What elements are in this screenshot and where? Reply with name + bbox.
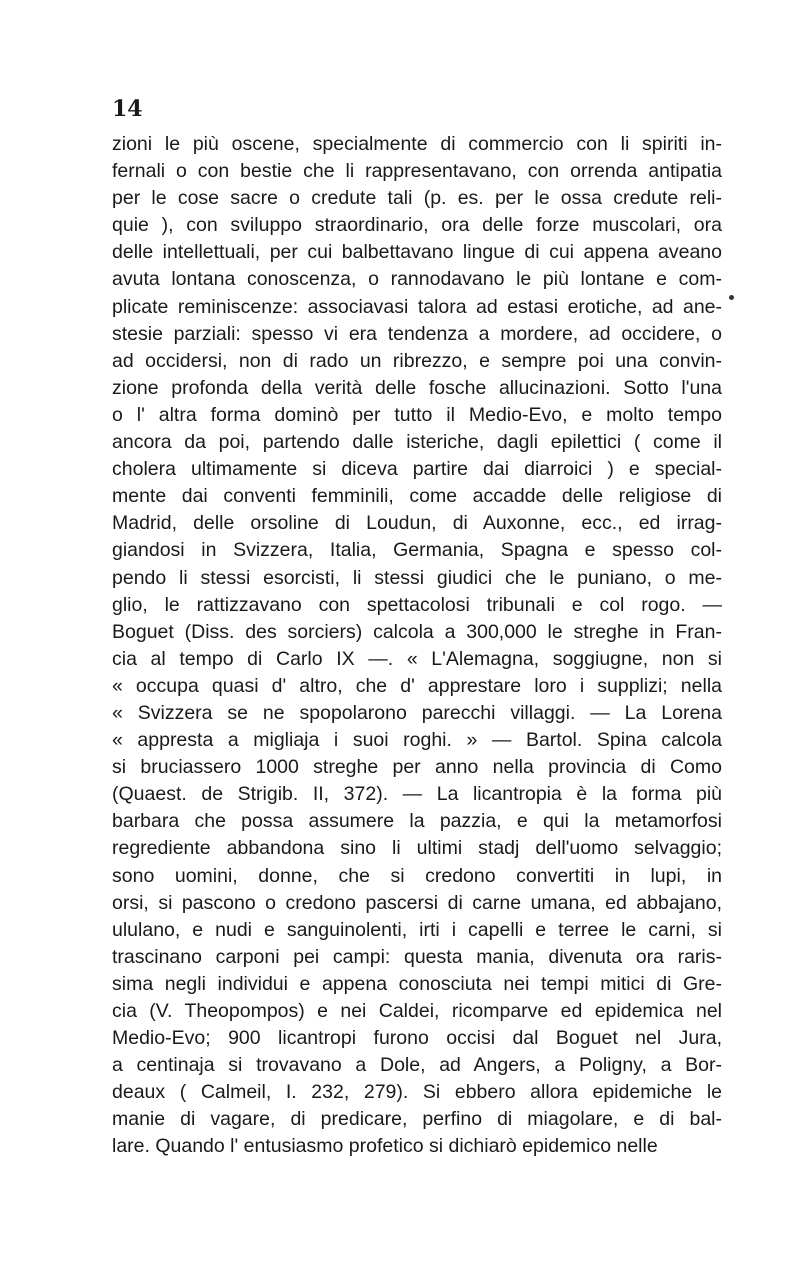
text-line: sima negli individui e appena conosciuta nei tempi mitici di Gre- (112, 972, 722, 995)
text-line: plicate reminiscenze: associavasi talora ad estasi erotiche, ad ane- (112, 295, 722, 318)
text-line: fernali o con bestie che li rappresentavano, con orrenda antipatia (112, 160, 722, 183)
text-line: sono uomini, donne, che si credono convertiti in lupi, in (112, 864, 722, 887)
text-line: si bruciassero 1000 streghe per anno nella provincia di Como (112, 756, 722, 779)
text-line: giandosi in Svizzera, Italia, Germania, Spagna e spesso col- (112, 539, 722, 562)
text-line: zione profonda della verità delle fosche allucinazioni. Sotto l'una (112, 376, 722, 399)
text-line: ad occidersi, non di rado un ribrezzo, e sempre poi una convin- (112, 349, 722, 372)
text-line: (Quaest. de Strigib. II, 372). — La licantropia è la forma più (112, 783, 722, 806)
text-line: barbara che possa assumere la pazzia, e qui la metamorfosi (112, 810, 722, 833)
text-line: deaux ( Calmeil, I. 232, 279). Si ebbero allora epidemiche le (112, 1081, 722, 1104)
text-line: mente dai conventi femminili, come accadde delle religiose di (112, 485, 722, 508)
text-line: glio, le rattizzavano con spettacolosi tribunali e col rogo. — (112, 593, 722, 616)
text-line: trascinano carponi pei campi: questa mania, divenuta ora raris- (112, 945, 722, 968)
text-line: avuta lontana conoscenza, o rannodavano le più lontane e com- (112, 268, 722, 291)
text-line: zioni le più oscene, specialmente di commercio con li spiriti in- (112, 133, 722, 155)
text-line: o l' altra forma dominò per tutto il Medio-Evo, e molto tempo (112, 403, 722, 426)
text-line: stesie parziali: spesso vi era tendenza a mordere, ad occidere, o (112, 322, 722, 345)
margin-mark (729, 295, 734, 300)
text-line: per le cose sacre o credute tali (p. es. per le ossa credute reli- (112, 187, 722, 210)
text-line: cia (V. Theopompos) e nei Caldei, ricomparve ed epidemica nel (112, 1000, 722, 1022)
text-line: quie ), con sviluppo straordinario, ora delle forze muscolari, ora (112, 214, 722, 237)
text-line: regrediente abbandona sino li ultimi stadj dell'uomo selvaggio; (112, 837, 722, 860)
text-line: cia al tempo di Carlo IX —. « L'Alemagna, soggiugne, non si (112, 647, 722, 670)
text-line: manie di vagare, di predicare, perfino di miagolare, e di bal- (112, 1108, 722, 1131)
text-line: pendo li stessi esorcisti, li stessi giudici che le puniano, o me- (112, 566, 722, 589)
page-number: 14 (112, 96, 143, 122)
text-line: ancora da poi, partendo dalle isteriche, dagli epilettici ( come il (112, 431, 722, 454)
text-line: « occupa quasi d' altro, che d' apprestare loro i supplizi; nella (112, 674, 722, 697)
text-line: orsi, si pascono o credono pascersi di carne umana, ed abbajano, (112, 891, 722, 914)
text-line: delle intellettuali, per cui balbettavano lingue di cui appena aveano (112, 241, 722, 264)
text-line: cholera ultimamente si diceva partire dai diarroici ) e special- (112, 458, 722, 481)
text-line: ululano, e nudi e sanguinolenti, irti i capelli e terree le carni, si (112, 918, 722, 941)
text-line: « Svizzera se ne spopolarono parecchi villaggi. — La Lorena (112, 701, 722, 724)
text-line: Madrid, delle orsoline di Loudun, di Auxonne, ecc., ed irrag- (112, 512, 722, 535)
body-text (112, 131, 722, 1161)
text-line: lare. Quando l' entusiasmo profetico si dichiarò epidemico nelle (112, 1135, 658, 1158)
text-line: « appresta a migliaja i suoi roghi. » — Bartol. Spina calcola (112, 729, 722, 752)
text-line: Medio-Evo; 900 licantropi furono occisi dal Boguet nel Jura, (112, 1027, 722, 1050)
text-line: Boguet (Diss. des sorciers) calcola a 300,000 le streghe in Fran- (112, 620, 722, 643)
text-line: a centinaja si trovavano a Dole, ad Angers, a Poligny, a Bor- (112, 1054, 722, 1077)
